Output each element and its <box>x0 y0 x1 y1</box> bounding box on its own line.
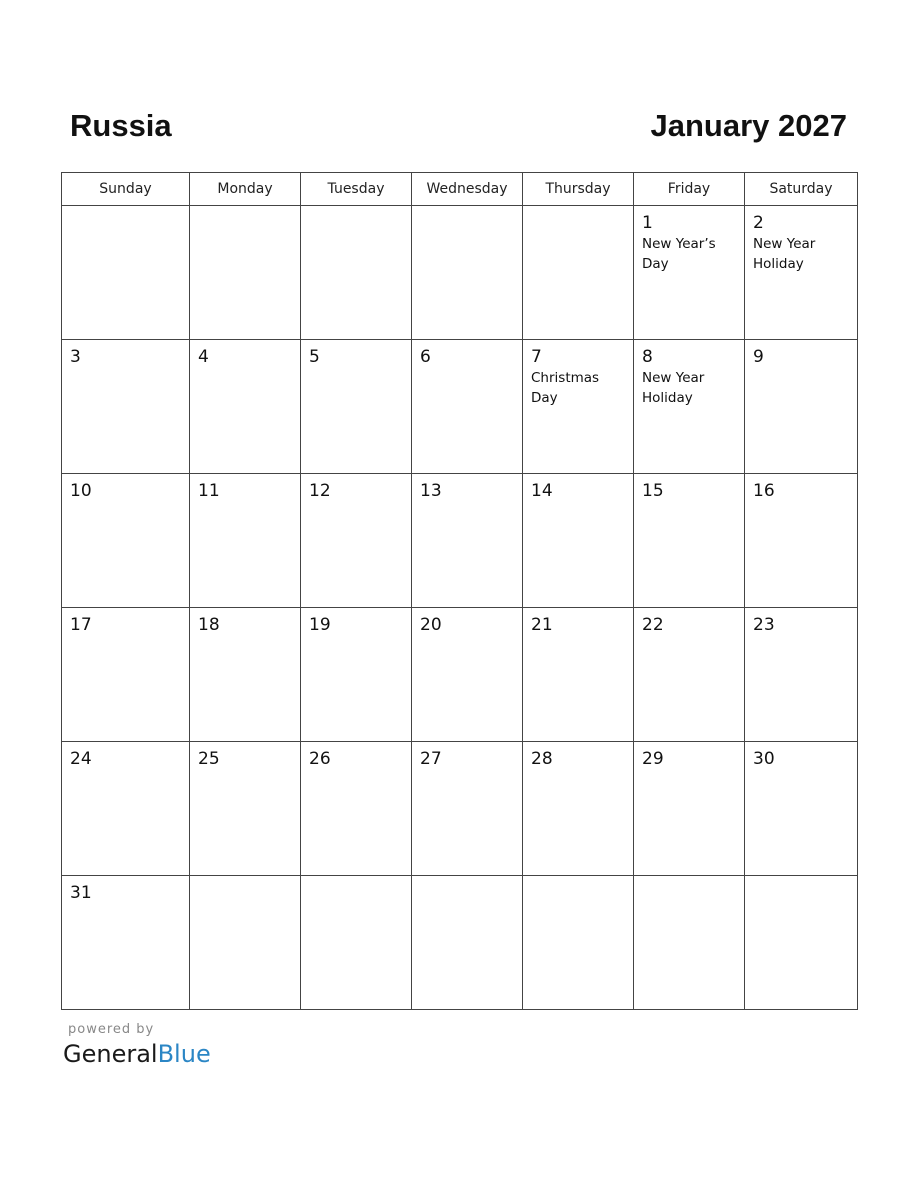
day-number: 10 <box>70 481 92 501</box>
day-cell <box>190 206 301 340</box>
powered-by-label: powered by <box>68 1022 155 1037</box>
day-number <box>412 206 522 212</box>
day-number <box>634 876 744 882</box>
weekday-header-saturday: Saturday <box>745 173 858 206</box>
day-number <box>301 206 411 212</box>
day-number: 13 <box>420 481 442 501</box>
day-cell <box>745 340 858 474</box>
day-number: 31 <box>70 883 92 903</box>
day-number: 21 <box>531 615 553 635</box>
weekday-header-monday: Monday <box>190 173 301 206</box>
holiday-label: New Year Holiday <box>642 370 705 406</box>
day-cell <box>62 876 190 1010</box>
day-cell <box>523 474 634 608</box>
day-number <box>523 206 633 212</box>
day-cell <box>301 206 412 340</box>
country-title: Russia <box>70 108 172 143</box>
day-number: 18 <box>198 615 220 635</box>
day-cell <box>412 608 523 742</box>
day-cell <box>412 876 523 1010</box>
week-row <box>62 206 858 340</box>
day-number: 29 <box>642 749 664 769</box>
weekday-header-friday: Friday <box>634 173 745 206</box>
day-cell <box>190 742 301 876</box>
day-number: 22 <box>642 615 664 635</box>
week-row <box>62 608 858 742</box>
day-cell <box>190 474 301 608</box>
day-number: 23 <box>753 615 775 635</box>
weekday-header-thursday: Thursday <box>523 173 634 206</box>
day-number: 17 <box>70 615 92 635</box>
day-cell <box>634 742 745 876</box>
day-number: 28 <box>531 749 553 769</box>
day-cell <box>523 608 634 742</box>
day-number: 20 <box>420 615 442 635</box>
day-cell <box>62 742 190 876</box>
day-cell <box>634 474 745 608</box>
day-cell <box>523 742 634 876</box>
week-row <box>62 876 858 1010</box>
day-number: 5 <box>309 347 320 367</box>
day-cell <box>523 340 634 474</box>
day-number: 16 <box>753 481 775 501</box>
holiday-label: Christmas Day <box>531 370 600 406</box>
day-number: 15 <box>642 481 664 501</box>
day-number: 19 <box>309 615 331 635</box>
day-cell <box>634 340 745 474</box>
logo-text-general: General <box>63 1040 158 1068</box>
day-number <box>745 876 857 882</box>
calendar-grid <box>61 172 858 1010</box>
generalblue-logo <box>63 1039 211 1069</box>
logo-text-blue: Blue <box>157 1040 211 1068</box>
day-cell <box>62 474 190 608</box>
week-row <box>62 474 858 608</box>
day-number <box>62 206 189 212</box>
week-row <box>62 742 858 876</box>
day-cell <box>745 742 858 876</box>
day-number <box>190 876 300 882</box>
day-cell <box>412 206 523 340</box>
day-number <box>301 876 411 882</box>
day-number <box>190 206 300 212</box>
day-number: 1 <box>642 213 653 233</box>
day-number: 9 <box>753 347 764 367</box>
day-cell <box>301 742 412 876</box>
day-number <box>523 876 633 882</box>
day-cell <box>745 876 858 1010</box>
day-cell <box>62 206 190 340</box>
day-cell <box>301 474 412 608</box>
month-year-title: January 2027 <box>650 108 847 143</box>
weekday-header-tuesday: Tuesday <box>301 173 412 206</box>
day-cell <box>745 474 858 608</box>
day-number: 14 <box>531 481 553 501</box>
day-cell <box>190 876 301 1010</box>
day-number <box>412 876 522 882</box>
day-cell <box>412 474 523 608</box>
weekday-header-wednesday: Wednesday <box>412 173 523 206</box>
holiday-label: New Year’s Day <box>642 236 716 272</box>
day-cell <box>62 608 190 742</box>
day-cell <box>412 340 523 474</box>
day-number: 7 <box>531 347 542 367</box>
day-cell <box>634 608 745 742</box>
day-cell <box>523 206 634 340</box>
day-number: 12 <box>309 481 331 501</box>
day-number: 6 <box>420 347 431 367</box>
day-number: 3 <box>70 347 81 367</box>
weekday-header-sunday: Sunday <box>62 173 190 206</box>
day-cell <box>190 608 301 742</box>
holiday-label: New Year Holiday <box>753 236 816 272</box>
day-cell <box>301 876 412 1010</box>
day-cell <box>745 608 858 742</box>
day-cell <box>301 608 412 742</box>
day-number: 8 <box>642 347 653 367</box>
day-number: 2 <box>753 213 764 233</box>
day-number: 11 <box>198 481 220 501</box>
day-cell <box>634 876 745 1010</box>
day-cell <box>412 742 523 876</box>
day-cell <box>634 206 745 340</box>
day-cell <box>745 206 858 340</box>
day-cell <box>190 340 301 474</box>
day-number: 30 <box>753 749 775 769</box>
day-number: 26 <box>309 749 331 769</box>
calendar-body <box>62 206 858 1010</box>
day-cell <box>301 340 412 474</box>
day-number: 4 <box>198 347 209 367</box>
day-cell <box>523 876 634 1010</box>
weekday-header-row <box>62 173 858 206</box>
day-cell <box>62 340 190 474</box>
week-row <box>62 340 858 474</box>
day-number: 25 <box>198 749 220 769</box>
day-number: 24 <box>70 749 92 769</box>
day-number: 27 <box>420 749 442 769</box>
